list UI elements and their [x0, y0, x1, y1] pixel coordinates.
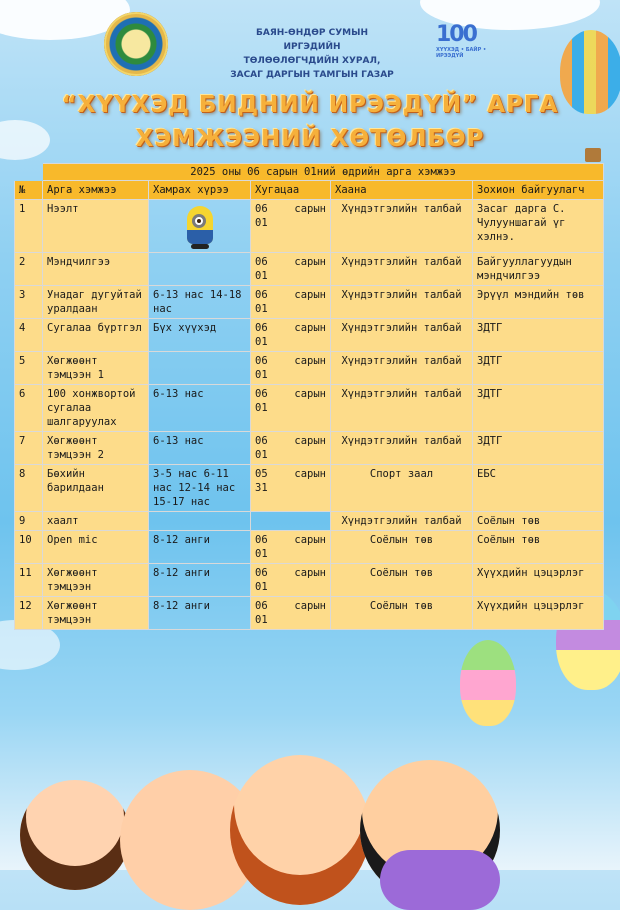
row-number: 1: [15, 200, 43, 253]
event-name: Хөгжөөнт тэмцээн 1: [43, 352, 149, 385]
event-name: Сугалаа бүртгэл: [43, 319, 149, 352]
logo-caption: ХҮҮХЭД • БАЙР • ИРЭЭДҮЙ: [436, 47, 487, 59]
scope-cell: 8-12 анги: [149, 597, 251, 630]
date-day: 01: [255, 449, 268, 461]
org-line-3: ЗАСАГ ДАРГЫН ТАМГЫН ГАЗАР: [230, 70, 394, 80]
row-number: 8: [15, 465, 43, 512]
child-face: [20, 780, 130, 890]
page-header: [0, 0, 620, 90]
date-month: 05 сарын: [255, 468, 326, 480]
row-number: 7: [15, 432, 43, 465]
child-shirt: [380, 850, 500, 910]
organizer-cell: ЕБС: [473, 465, 604, 512]
table-row: [15, 564, 604, 597]
row-number: 6: [15, 385, 43, 432]
event-name: Хөгжөөнт тэмцээн 2: [43, 432, 149, 465]
organizer-cell: Соёлын төв: [473, 531, 604, 564]
column-header: №: [15, 181, 43, 200]
event-name: Хөгжөөнт тэмцээн: [43, 597, 149, 630]
column-header: Арга хэмжээ: [43, 181, 149, 200]
table-row: [15, 286, 604, 319]
place-cell: Хүндэтгэлийн талбай: [331, 200, 473, 253]
date-day: 01: [255, 270, 268, 282]
title-line-1: “ХҮҮХЭД БИДНИЙ ИРЭЭДҮЙ” АРГА: [61, 92, 559, 118]
row-number: 9: [15, 512, 43, 531]
date-cell: [251, 200, 331, 253]
table-banner-row: [15, 164, 604, 181]
minion-icon: [185, 206, 215, 250]
row-number: 3: [15, 286, 43, 319]
event-name: Унадаг дугуйтай уралдаан: [43, 286, 149, 319]
row-number: 12: [15, 597, 43, 630]
date-month: 06 сарын: [255, 355, 326, 367]
date-month: 06 сарын: [255, 567, 326, 579]
place-cell: Хүндэтгэлийн талбай: [331, 512, 473, 531]
logo-number: 100: [436, 22, 476, 47]
balloon-basket: [585, 148, 601, 162]
date-cell: [251, 352, 331, 385]
organizer-cell: Засаг дарга С. Чулууншагай үг хэлнэ.: [473, 200, 604, 253]
organizer-cell: Соёлын төв: [473, 512, 604, 531]
date-cell: [251, 564, 331, 597]
date-month: 06 сарын: [255, 600, 326, 612]
scope-cell: 6-13 нас: [149, 385, 251, 432]
organizer-cell: ЗДТГ: [473, 385, 604, 432]
table-row: [15, 319, 604, 352]
scope-cell: Бүх хүүхэд: [149, 319, 251, 352]
date-day: 01: [255, 336, 268, 348]
date-day: 01: [255, 548, 268, 560]
scope-cell: 6-13 нас: [149, 432, 251, 465]
easter-egg-decoration: [460, 640, 516, 726]
date-month: 06 сарын: [255, 256, 326, 268]
table-row: [15, 531, 604, 564]
scope-cell: 8-12 анги: [149, 531, 251, 564]
column-header: Зохион байгуулагч: [473, 181, 604, 200]
child-face: [230, 755, 370, 905]
place-cell: Соёлын төв: [331, 531, 473, 564]
event-name: Мэндчилгээ: [43, 253, 149, 286]
scope-cell: [149, 512, 251, 531]
place-cell: Хүндэтгэлийн талбай: [331, 352, 473, 385]
row-number: 11: [15, 564, 43, 597]
organizer-cell: ЗДТГ: [473, 352, 604, 385]
scope-cell: 3-5 нас 6-11 нас 12-14 нас 15-17 нас: [149, 465, 251, 512]
date-cell: [251, 432, 331, 465]
date-cell: [251, 385, 331, 432]
date-cell: [251, 465, 331, 512]
scope-cell: 8-12 анги: [149, 564, 251, 597]
date-day: 01: [255, 369, 268, 381]
date-month: 06 сарын: [255, 435, 326, 447]
date-month: 06 сарын: [255, 322, 326, 334]
table-banner: 2025 оны 06 сарын 01ний өдрийн арга хэмжээ: [43, 164, 604, 181]
organizer-cell: Хүүхдийн цэцэрлэг: [473, 564, 604, 597]
date-cell: [251, 286, 331, 319]
row-number: 5: [15, 352, 43, 385]
place-cell: Хүндэтгэлийн талбай: [331, 319, 473, 352]
scope-cell: [149, 200, 251, 253]
title-line-2: ХЭМЖЭЭНИЙ ХӨТӨЛБӨР: [135, 126, 485, 152]
page-title: [40, 88, 580, 156]
children-100-logo-icon: [436, 22, 508, 72]
happy-children-illustration: [0, 750, 620, 870]
table-row: [15, 465, 604, 512]
table-row: [15, 432, 604, 465]
row-number: 10: [15, 531, 43, 564]
date-cell: [251, 253, 331, 286]
place-cell: Хүндэтгэлийн талбай: [331, 286, 473, 319]
place-cell: Хүндэтгэлийн талбай: [331, 385, 473, 432]
date-cell: [251, 531, 331, 564]
scope-cell: [149, 253, 251, 286]
table-row: [15, 253, 604, 286]
organizer-cell: ЗДТГ: [473, 319, 604, 352]
column-header: Хаана: [331, 181, 473, 200]
place-cell: Спорт заал: [331, 465, 473, 512]
date-day: 01: [255, 402, 268, 414]
date-day: 01: [255, 303, 268, 315]
table-row: [15, 200, 604, 253]
event-name: Хөгжөөнт тэмцээн: [43, 564, 149, 597]
table-row: [15, 597, 604, 630]
organization-name: [226, 26, 398, 82]
org-line-2: ТӨЛӨӨЛӨГЧДИЙН ХУРАЛ,: [243, 56, 381, 66]
organizer-cell: ЗДТГ: [473, 432, 604, 465]
schedule-table: [14, 163, 604, 630]
scope-cell: [149, 352, 251, 385]
place-cell: Соёлын төв: [331, 564, 473, 597]
organizer-cell: Эрүүл мэндийн төв: [473, 286, 604, 319]
column-header: Хугацаа: [251, 181, 331, 200]
table-row: [15, 512, 604, 531]
event-name: хаалт: [43, 512, 149, 531]
date-day: 01: [255, 581, 268, 593]
org-line-1: БАЯН-ӨНДӨР СУМЫН ИРГЭДИЙН: [256, 28, 368, 52]
event-name: Нээлт: [43, 200, 149, 253]
soum-emblem-icon: [104, 12, 168, 76]
date-day: 01: [255, 614, 268, 626]
date-month: 06 сарын: [255, 289, 326, 301]
column-header: Хамрах хүрээ: [149, 181, 251, 200]
place-cell: Хүндэтгэлийн талбай: [331, 432, 473, 465]
organizer-cell: Байгууллагуудын мэндчилгээ: [473, 253, 604, 286]
place-cell: Хүндэтгэлийн талбай: [331, 253, 473, 286]
table-header-row: [15, 181, 604, 200]
row-number: 2: [15, 253, 43, 286]
scope-cell: 6-13 нас 14-18 нас: [149, 286, 251, 319]
table-row: [15, 385, 604, 432]
row-number: 4: [15, 319, 43, 352]
event-name: Бөхийн барилдаан: [43, 465, 149, 512]
event-name: Open mic: [43, 531, 149, 564]
date-cell: [251, 597, 331, 630]
date-cell: [251, 319, 331, 352]
date-month: 06 сарын: [255, 203, 326, 215]
date-month: 06 сарын: [255, 534, 326, 546]
date-day: 31: [255, 482, 268, 494]
event-name: 100 хонжвортой сугалаа шалгаруулах: [43, 385, 149, 432]
place-cell: Соёлын төв: [331, 597, 473, 630]
table-row: [15, 352, 604, 385]
date-day: 01: [255, 217, 268, 229]
date-cell: [251, 512, 331, 531]
organizer-cell: Хүүхдийн цэцэрлэг: [473, 597, 604, 630]
date-month: 06 сарын: [255, 388, 326, 400]
